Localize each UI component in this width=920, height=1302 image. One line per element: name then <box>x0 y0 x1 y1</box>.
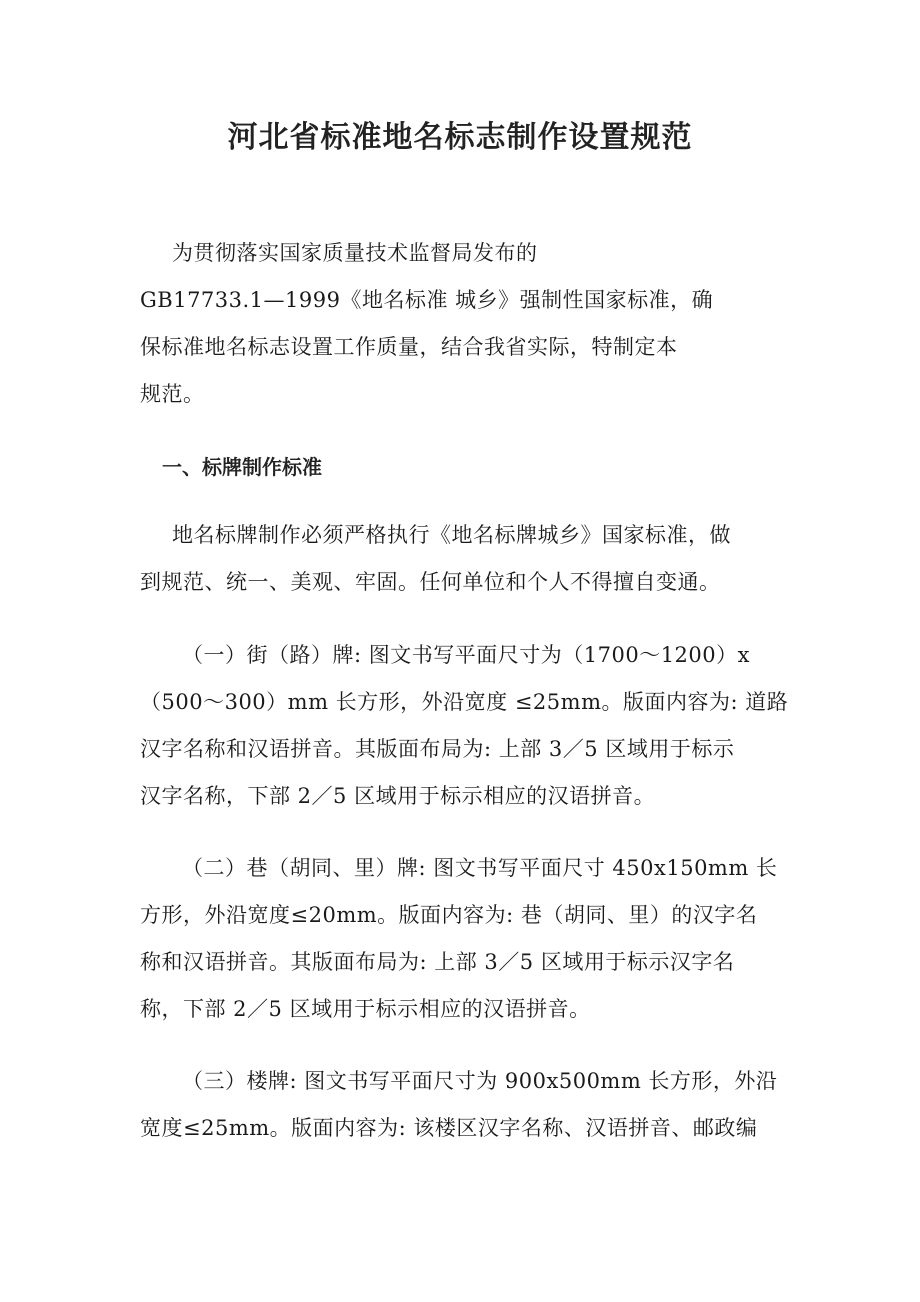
document-title: 河北省标准地名标志制作设置规范 <box>227 120 693 155</box>
item-paragraph-2 <box>140 845 788 1033</box>
text-line: （三）楼牌: 图文书写平面尺寸为 900x500mm 长方形，外沿 <box>182 1069 778 1093</box>
text-line: （500～300）mm 长方形，外沿宽度 ≤25mm。版面内容为: 道路 <box>140 690 789 714</box>
text-line: 称，下部 2／5 区域用于标示相应的汉语拼音。 <box>140 997 591 1021</box>
text-line: 方形，外沿宽度≤20mm。版面内容为: 巷（胡同、里）的汉字名 <box>140 903 758 927</box>
text-line: 为贯彻落实国家质量技术监督局发布的 <box>172 241 538 265</box>
text-line: 地名标牌制作必须严格执行《地名标牌城乡》国家标准，做 <box>172 523 731 547</box>
text-line: （二）巷（胡同、里）牌: 图文书写平面尺寸 450x150mm 长 <box>182 856 778 880</box>
text-line: 规范。 <box>140 382 205 406</box>
text-line: 汉字名称，下部 2／5 区域用于标示相应的汉语拼音。 <box>140 784 656 808</box>
text-line: 汉字名称和汉语拼音。其版面布局为: 上部 3／5 区域用于标示 <box>140 737 735 761</box>
intro-paragraph <box>140 230 788 418</box>
text-line: GB17733.1—1999《地名标准 城乡》强制性国家标准，确 <box>140 288 714 312</box>
text-line: 宽度≤25mm。版面内容为: 该楼区汉字名称、汉语拼音、邮政编 <box>140 1116 758 1140</box>
text-line: 称和汉语拼音。其版面布局为: 上部 3／5 区域用于标示汉字名 <box>140 950 735 974</box>
text-line: 保标准地名标志设置工作质量，结合我省实际，特制定本 <box>140 335 678 359</box>
text-line: 到规范、统一、美观、牢固。任何单位和个人不得擅自变通。 <box>140 570 721 594</box>
text-line: （一）街（路）牌: 图文书写平面尺寸为（1700～1200）x <box>182 643 750 667</box>
item-paragraph-3 <box>140 1058 788 1152</box>
section-heading: 一、标牌制作标准 <box>162 455 322 479</box>
item-paragraph-1 <box>140 632 788 820</box>
section-paragraph <box>140 512 788 606</box>
